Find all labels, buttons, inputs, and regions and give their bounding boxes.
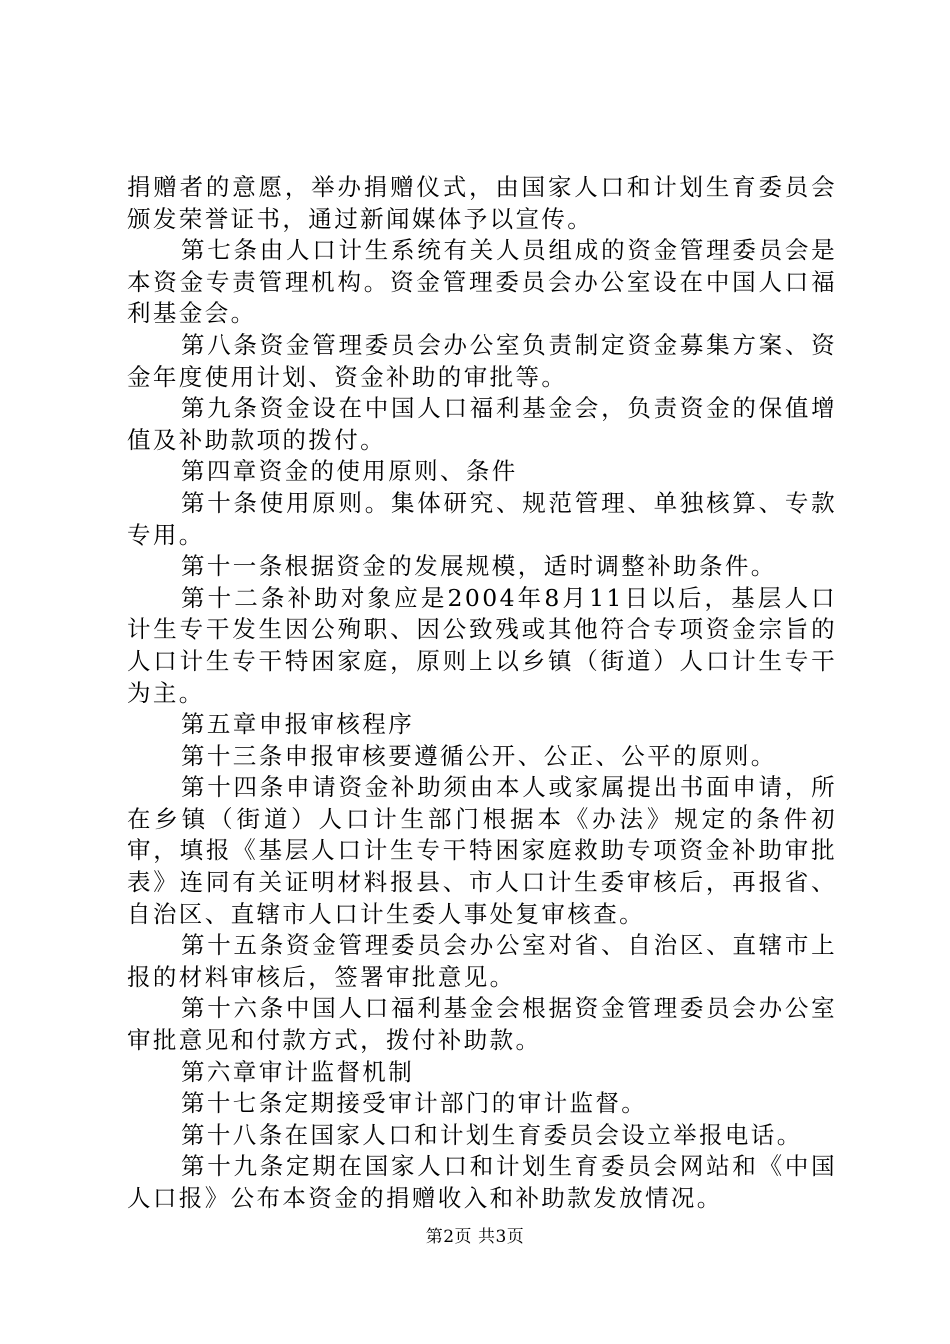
paragraph-article-14: 第十四条申请资金补助须由本人或家属提出书面申请，所在乡镇（街道）人口计生部门根据本《办法》规定的条件初审，填报《基层人口计生专干特困家庭救助专项资金补助审批表》连同有关证明材料报县、市人口计生委审核后，再报省、自治区、直辖市人口计生委人事处复审核查。 bbox=[127, 773, 837, 928]
paragraph-article-16: 第十六条中国人口福利基金会根据资金管理委员会办公室审批意见和付款方式，拨付补助款。 bbox=[127, 994, 837, 1055]
chapter-5-heading: 第五章申报审核程序 bbox=[181, 710, 415, 739]
page-number-label: 第2页 共3页 bbox=[425, 1227, 525, 1247]
paragraph-article-7: 第七条由人口计生系统有关人员组成的资金管理委员会是本资金专责管理机构。资金管理委员会办公室设在中国人口福利基金会。 bbox=[127, 236, 837, 328]
paragraph-article-17: 第十七条定期接受审计部门的审计监督。 bbox=[181, 1089, 648, 1118]
paragraph-continuation: 捐赠者的意愿，举办捐赠仪式，由国家人口和计划生育委员会颁发荣誉证书，通过新闻媒体予以宣传。 bbox=[127, 173, 837, 233]
document-body bbox=[127, 172, 837, 1215]
paragraph-article-18: 第十八条在国家人口和计划生育委员会设立举报电话。 bbox=[181, 1120, 803, 1149]
paragraph-article-11: 第十一条根据资金的发展规模，适时调整补助条件。 bbox=[181, 552, 777, 581]
page-footer bbox=[0, 1226, 950, 1248]
paragraph-article-13: 第十三条申报审核要遵循公开、公正、公平的原则。 bbox=[181, 741, 777, 770]
paragraph-article-19: 第十九条定期在国家人口和计划生育委员会网站和《中国人口报》公布本资金的捐赠收入和补助款发放情况。 bbox=[127, 1152, 837, 1212]
paragraph-article-15: 第十五条资金管理委员会办公室对省、自治区、直辖市上报的材料审核后，签署审批意见。 bbox=[127, 931, 837, 991]
chapter-6-heading: 第六章审计监督机制 bbox=[181, 1057, 415, 1086]
paragraph-article-12: 第十二条补助对象应是2004年8月11日以后，基层人口计生专干发生因公殉职、因公致残或其他符合专项资金宗旨的人口计生专干特困家庭，原则上以乡镇（街道）人口计生专干为主。 bbox=[127, 583, 837, 707]
paragraph-article-9: 第九条资金设在中国人口福利基金会，负责资金的保值增值及补助款项的拨付。 bbox=[127, 394, 837, 454]
paragraph-article-10: 第十条使用原则。集体研究、规范管理、单独核算、专款专用。 bbox=[127, 488, 837, 549]
chapter-4-heading: 第四章资金的使用原则、条件 bbox=[181, 457, 518, 486]
paragraph-article-8: 第八条资金管理委员会办公室负责制定资金募集方案、资金年度使用计划、资金补助的审批等。 bbox=[127, 330, 837, 391]
